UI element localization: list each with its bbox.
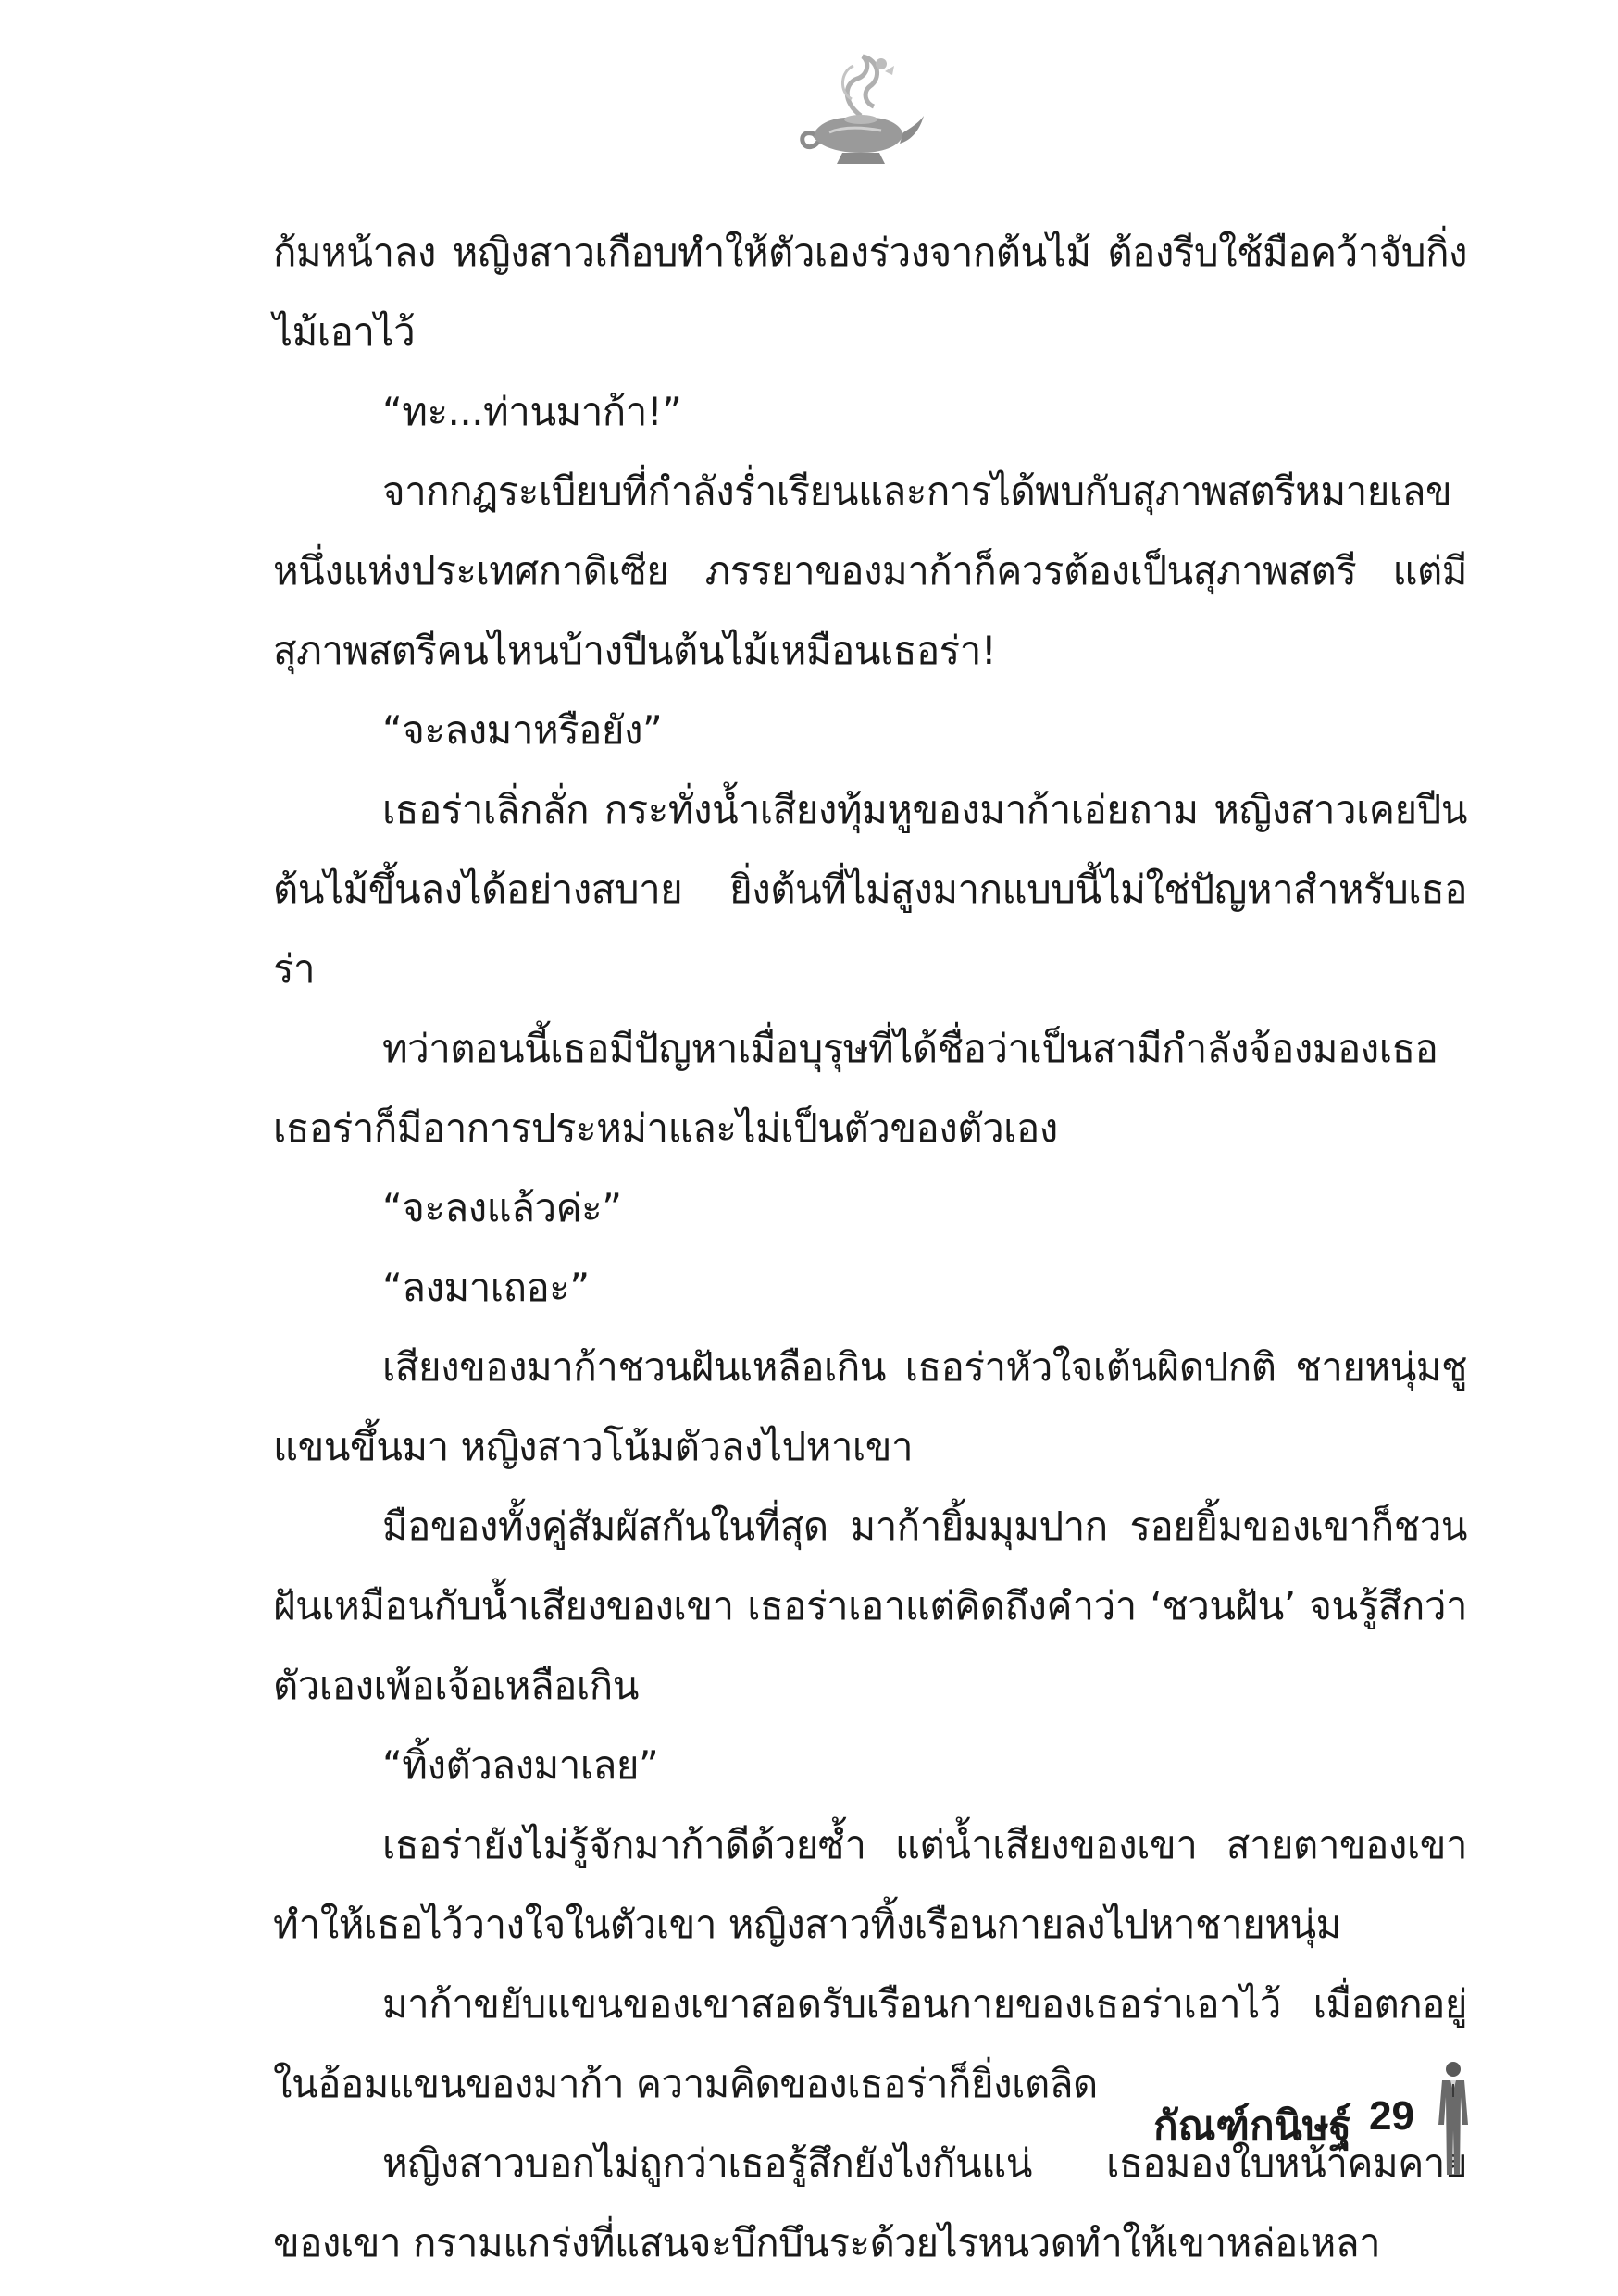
paragraph: “ทะ...ท่านมาก้า!” bbox=[382, 389, 682, 434]
genie-lamp-ornament-icon bbox=[796, 51, 926, 171]
paragraph: “จะลงแล้วค่ะ” bbox=[382, 1185, 622, 1230]
page-number: 29 bbox=[1369, 2093, 1414, 2139]
paragraph: ก้มหน้าลง หญิงสาวเกือบทำให้ตัวเองร่วงจากต้นไม้ ต้องรีบใช้มือคว้าจับกิ่งไม้เอาไว้ bbox=[273, 230, 1467, 355]
book-title: กัณฑ์กนิษฐ์ bbox=[1153, 2103, 1351, 2150]
paragraph: “ทิ้งตัวลงมาเลย” bbox=[382, 1742, 659, 1788]
standing-man-figure-icon bbox=[1435, 2060, 1472, 2180]
paragraph: เธอร่าเลิ่กลั่ก กระทั่งน้ำเสียงทุ้มหูของมาก้าเอ่ยถาม หญิงสาวเคยปีนต้นไม้ขึ้นลงได้อย่างสบาย ยิ่งต้นที่ไม่สูงมากแบบนี้ไม่ใช่ปัญหาสำหรับเธอร่า bbox=[273, 787, 1467, 992]
paragraph: มือของทั้งคู่สัมผัสกันในที่สุด มาก้ายิ้มมุมปาก รอยยิ้มของเขาก็ชวนฝันเหมือนกับน้ำเสียงของเขา เธอร่าเอาแต่คิดถึงคำว่า ‘ชวนฝัน’ จนรู้สึกว่าตัวเองเพ้อเจ้อเหลือเกิน bbox=[273, 1504, 1467, 1708]
paragraph: “ลงมาเถอะ” bbox=[382, 1265, 590, 1310]
paragraph: “จะลงมาหรือยัง” bbox=[382, 707, 663, 753]
paragraph: มาก้าขยับแขนของเขาสอดรับเรือนกายของเธอร่าเอาไว้ เมื่อตกอยู่ในอ้อมแขนของมาก้า ความคิดของเธอร่าก็ยิ่งเตลิด bbox=[273, 1981, 1467, 2106]
paragraph: จากกฎระเบียบที่กำลังร่ำเรียนและการได้พบกับสุภาพสตรีหมายเลขหนึ่งแห่งประเทศกาดิเซีย ภรรยาของมาก้าก็ควรต้องเป็นสุภาพสตรี แต่มีสุภาพสตรีคนไหนบ้างปีนต้นไม้เหมือนเธอร่า! bbox=[273, 468, 1467, 673]
page-footer bbox=[1064, 2060, 1472, 2180]
paragraph: เธอร่ายังไม่รู้จักมาก้าดีด้วยซ้ำ แต่น้ำเสียงของเขา สายตาของเขา ทำให้เธอไว้วางใจในตัวเขา หญิงสาวทิ้งเรือนกายลงไปหาชายหนุ่ม bbox=[273, 1822, 1467, 1947]
paragraph: ทว่าตอนนี้เธอมีปัญหาเมื่อบุรุษที่ได้ชื่อว่าเป็นสามีกำลังจ้องมองเธอ เธอร่าก็มีอาการประหม่าและไม่เป็นตัวของตัวเอง bbox=[273, 1026, 1438, 1151]
paragraph: หญิงสาวบอกไม่ถูกว่าเธอรู้สึกยังไงกันแน่ เธอมองใบหน้าคมคายของเขา กรามแกร่งที่แสนจะบึกบึนระด้วยไรหนวดทำให้เขาหล่อเหลา bbox=[273, 2140, 1467, 2265]
paragraph: เสียงของมาก้าชวนฝันเหลือเกิน เธอร่าหัวใจเต้นผิดปกติ ชายหนุ่มชูแขนขึ้นมา หญิงสาวโน้มตัวลงไปหาเขา bbox=[273, 1344, 1467, 1469]
page-text bbox=[273, 213, 1467, 2283]
